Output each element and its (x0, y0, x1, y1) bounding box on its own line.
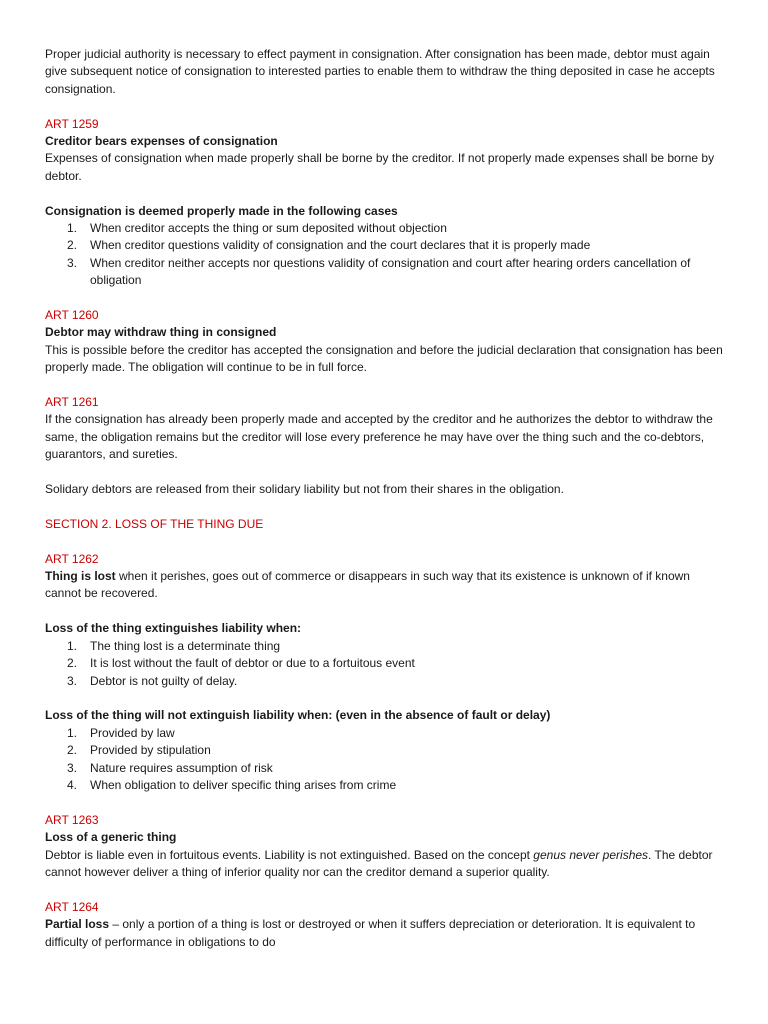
not-extinguish-heading: Loss of the thing will not extinguish liability when: (even in the absence of fault or delay) (45, 708, 551, 723)
art-1260-body: This is possible before the creditor has accepted the consignation and before the judicial declaration that consignation has been properly made. The obligation will continue to be in full force. (45, 342, 723, 375)
art-1263-body: Debtor is liable even in fortuitous events. Liability is not extinguished. Based on the concept genus never perishes. The debtor cannot however deliver a thing of inferior quality nor can the creditor demand a superior quality. (45, 847, 713, 879)
section-2-heading: SECTION 2. LOSS OF THE THING DUE (45, 516, 264, 531)
art-1262-text: when it perishes, goes out of commerce or disappears in such way that its existence is unknown of if known cannot be recovered. (45, 569, 690, 601)
art-1262-lead: Thing is lost (45, 569, 116, 584)
art-1261-body: If the consignation has already been properly made and accepted by the creditor and he authorizes the debtor to withdraw the same, the obligation remains but the creditor will lose every preference he may have over the thing such and the co-debtors, guarantors, and sureties. (45, 412, 713, 462)
consignation-cases-list (45, 220, 725, 290)
art-1262-heading: ART 1262 (45, 551, 99, 566)
art-1264-heading: ART 1264 (45, 899, 99, 914)
art-1260-heading: ART 1260 (45, 308, 99, 323)
art-1259-subheading: Creditor bears expenses of consignation (45, 134, 278, 149)
list-item: 2. Provided by stipulation (67, 743, 211, 758)
list-item: 2. It is lost without the fault of debtor or due to a fortuitous event (67, 656, 415, 671)
not-extinguish-list (45, 725, 725, 795)
list-item: 2. When creditor questions validity of consignation and the court declares that it is properly made (67, 238, 591, 253)
art-1260-subheading: Debtor may withdraw thing in consigned (45, 325, 277, 340)
art-1261-heading: ART 1261 (45, 395, 99, 410)
intro-paragraph: Proper judicial authority is necessary to effect payment in consignation. After consignation has been made, debtor must again give subsequent notice of consignation to interested parties to enable them to withdraw the thing deposited in case he accepts consignation. (45, 47, 715, 96)
art-1264-text: – only a portion of a thing is lost or destroyed or when it suffers depreciation or deterioration. It is equivalent to difficulty of performance in obligations to do (45, 917, 696, 949)
art-1264-body (45, 916, 725, 951)
list-item: 3. Debtor is not guilty of delay. (67, 673, 238, 688)
document-page (45, 46, 725, 951)
list-item: 1. When creditor accepts the thing or sum deposited without objection (67, 221, 447, 236)
art-1262-body (45, 568, 725, 603)
art-1264-lead: Partial loss (45, 917, 110, 932)
genus-never-perishes: genus never perishes (533, 847, 649, 862)
extinguishes-heading: Loss of the thing extinguishes liability when: (45, 621, 302, 636)
art-1263-subheading: Loss of a generic thing (45, 830, 177, 845)
list-item: 4. When obligation to deliver specific thing arises from crime (67, 777, 397, 792)
list-item: 3. When creditor neither accepts nor questions validity of consignation and court after hearing orders cancellation of obligation (67, 255, 691, 288)
list-item: 1. The thing lost is a determinate thing (67, 638, 281, 653)
list-item: 1. Provided by law (67, 725, 175, 740)
art-1261-body-2: Solidary debtors are released from their solidary liability but not from their shares in the obligation. (45, 482, 564, 497)
consignation-cases-heading: Consignation is deemed properly made in the following cases (45, 203, 398, 218)
extinguishes-list (45, 638, 725, 690)
list-item: 3. Nature requires assumption of risk (67, 760, 273, 775)
art-1259-body: Expenses of consignation when made properly shall be borne by the creditor. If not properly made expenses shall be borne by debtor. (45, 151, 715, 183)
art-1259-heading: ART 1259 (45, 116, 99, 131)
art-1263-heading: ART 1263 (45, 812, 99, 827)
